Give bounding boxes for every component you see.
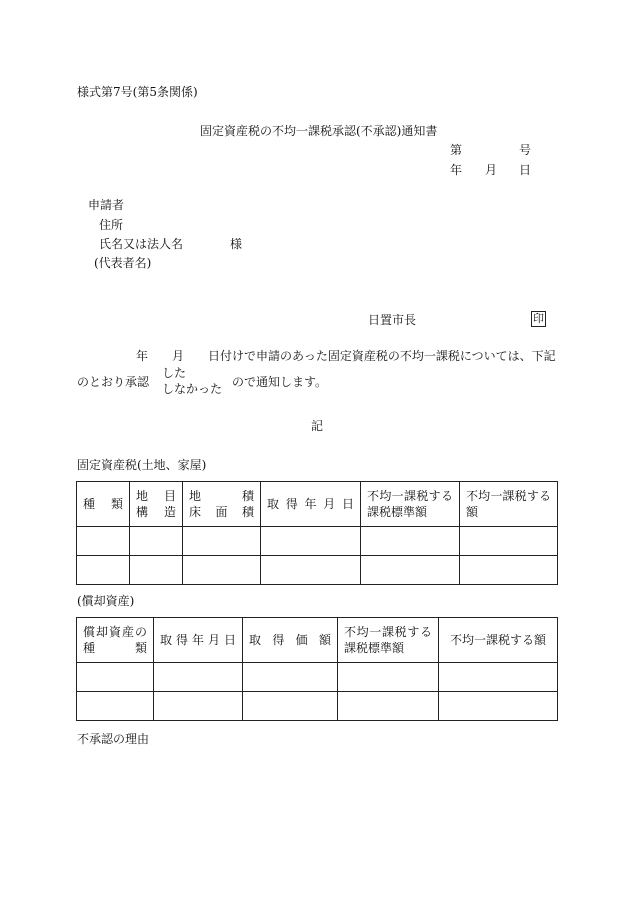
issuer-name: 日置市長 bbox=[368, 313, 417, 327]
table-cell bbox=[361, 556, 460, 585]
table-cell bbox=[243, 692, 338, 721]
table-cell bbox=[338, 663, 439, 692]
applicant-honorific: 様 bbox=[230, 237, 243, 251]
ki-heading: 記 bbox=[311, 419, 324, 433]
table-header-row bbox=[77, 482, 558, 527]
table-cell bbox=[338, 692, 439, 721]
body-year: 年 bbox=[136, 349, 149, 363]
applicant-representative-label: (代表者名) bbox=[94, 256, 152, 270]
table-cell bbox=[77, 692, 154, 721]
header-cell-land-category: 地 目 構 造 bbox=[130, 482, 183, 527]
table-cell bbox=[130, 556, 183, 585]
table-cell bbox=[460, 556, 558, 585]
doc-number-prefix: 第 bbox=[450, 143, 463, 157]
table-cell bbox=[130, 527, 183, 556]
body-line2-end: ので通知します。 bbox=[232, 375, 328, 389]
date-day: 日 bbox=[519, 163, 532, 177]
document-title: 固定資産税の不均一課税承認(不承認)通知書 bbox=[200, 124, 438, 138]
table-row bbox=[77, 527, 558, 556]
table-row bbox=[77, 663, 558, 692]
table-cell bbox=[183, 527, 261, 556]
body-line2-start: のとおり承認 bbox=[77, 375, 150, 389]
table-cell bbox=[361, 527, 460, 556]
header-cell-taxable-standard: 不均一課税する 課税標準額 bbox=[361, 482, 460, 527]
rejection-reason-label: 不承認の理由 bbox=[77, 732, 150, 746]
body-option-did: した bbox=[162, 366, 187, 380]
header-cell-taxable-standard: 不均一課税する 課税標準額 bbox=[338, 618, 439, 663]
table-cell bbox=[154, 663, 243, 692]
table-cell bbox=[154, 692, 243, 721]
table-cell bbox=[261, 527, 361, 556]
header-cell-tax-amount: 不均一課税する 額 bbox=[460, 482, 558, 527]
table-cell bbox=[460, 527, 558, 556]
date-year: 年 bbox=[450, 163, 463, 177]
depreciable-assets-table bbox=[76, 617, 558, 721]
section1-caption: 固定資産税(土地、家屋) bbox=[77, 458, 207, 472]
table-cell bbox=[77, 527, 130, 556]
header-cell-tax-amount: 不均一課税する額 bbox=[439, 618, 558, 663]
header-cell-area: 地 積 床面積 bbox=[183, 482, 261, 527]
section2-caption: (償却資産) bbox=[77, 594, 135, 608]
table-row bbox=[77, 556, 558, 585]
header-cell-asset-type: 償却資産の 種 類 bbox=[77, 618, 154, 663]
table-cell bbox=[183, 556, 261, 585]
land-building-table bbox=[76, 481, 558, 585]
header-cell-acquisition-price: 取得価額 bbox=[243, 618, 338, 663]
table-cell bbox=[439, 663, 558, 692]
header-cell-acquisition-date: 取得年月日 bbox=[154, 618, 243, 663]
doc-number-suffix: 号 bbox=[519, 143, 532, 157]
seal-stamp: 印 bbox=[533, 312, 544, 325]
header-cell-acquisition-date: 取得年月日 bbox=[261, 482, 361, 527]
header-cell-type: 種 類 bbox=[77, 482, 130, 527]
table-cell bbox=[261, 556, 361, 585]
table-cell bbox=[243, 663, 338, 692]
body-month: 月 bbox=[172, 349, 185, 363]
table-cell bbox=[77, 663, 154, 692]
date-month: 月 bbox=[485, 163, 498, 177]
table-header-row bbox=[77, 618, 558, 663]
form-number: 様式第7号(第5条関係) bbox=[77, 85, 198, 99]
applicant-address-label: 住所 bbox=[99, 218, 124, 232]
table-row bbox=[77, 692, 558, 721]
body-line1: 日付けで申請のあった固定資産税の不均一課税については、下記 bbox=[208, 349, 556, 363]
applicant-heading: 申請者 bbox=[88, 198, 125, 212]
table-cell bbox=[77, 556, 130, 585]
applicant-name-label: 氏名又は法人名 bbox=[99, 237, 184, 251]
table-cell bbox=[439, 692, 558, 721]
body-option-did-not: しなかった bbox=[162, 382, 223, 396]
